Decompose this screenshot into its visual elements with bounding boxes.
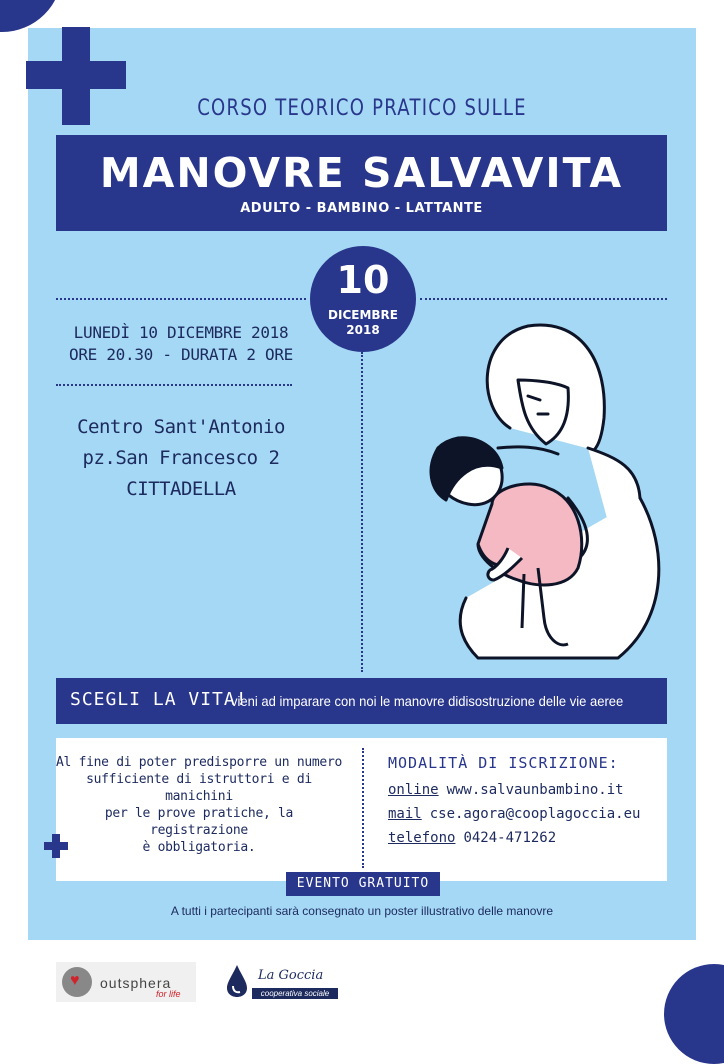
poster-note: A tutti i partecipanti sarà consegnato un poster illustrativo delle manovre — [170, 904, 554, 918]
outsphera-logo — [56, 962, 196, 1002]
note-line: per le prove pratiche, la registrazione — [104, 806, 294, 838]
slogan-text: vieni ad imparare con noi le manovre didisostruzione delle vie aeree — [231, 693, 624, 709]
free-event-badge: EVENTO GRATUITO — [286, 872, 440, 896]
signup-mail-row — [388, 806, 640, 822]
audience-line: ADULTO - BAMBINO - LATTANTE — [240, 201, 483, 216]
schedule-date: LUNEDÌ 10 DICEMBRE 2018 — [73, 323, 289, 342]
plus-icon — [44, 834, 68, 858]
title-band — [56, 135, 667, 231]
phone-label: telefono — [388, 830, 456, 846]
course-title: MANOVRE SALVAVITA — [99, 149, 624, 197]
corner-decoration-bottom-right — [664, 964, 724, 1064]
registration-note — [56, 754, 342, 856]
schedule-time: ORE 20.30 - DURATA 2 ORE — [69, 345, 293, 364]
lagoccia-tag: cooperativa sociale — [252, 988, 338, 999]
signup-title: MODALITÀ DI ISCRIZIONE: — [388, 754, 619, 772]
rescue-illustration — [418, 318, 668, 666]
location-address: pz.San Francesco 2 — [82, 447, 280, 469]
date-year: 2018 — [346, 323, 380, 337]
phone-number[interactable]: 0424-471262 — [463, 830, 557, 846]
signup-phone-row — [388, 830, 640, 846]
date-badge — [310, 246, 416, 352]
info-panel — [56, 738, 667, 881]
divider-dots-vertical — [361, 352, 363, 672]
water-drop-icon — [226, 964, 248, 998]
location — [56, 412, 306, 505]
slogan-headline: SCEGLI LA VITA! — [70, 689, 248, 710]
location-venue: Centro Sant'Antonio — [77, 416, 285, 438]
divider-dots-left — [56, 298, 306, 300]
signup-online-row — [388, 782, 640, 798]
mail-label: mail — [388, 806, 422, 822]
date-month: DICEMBRE — [328, 308, 398, 322]
online-link[interactable]: www.salvaunbambino.it — [446, 782, 624, 798]
lagoccia-logo — [226, 962, 338, 1002]
online-label: online — [388, 782, 439, 798]
heart-icon: ♥ — [70, 972, 80, 989]
outsphera-name: outsphera — [100, 975, 172, 991]
mail-link[interactable]: cse.agora@cooplagoccia.eu — [429, 806, 641, 822]
location-city: CITTADELLA — [126, 478, 236, 500]
note-line: sufficiente di istruttori e di manichini — [86, 772, 312, 804]
course-subtitle: CORSO TEORICO PRATICO SULLE — [197, 96, 527, 121]
signup-section — [388, 754, 640, 854]
note-line: Al fine di poter predisporre un numero — [56, 755, 343, 770]
divider-dots-right — [420, 298, 667, 300]
note-line: è obbligatoria. — [142, 840, 256, 855]
divider-dots-mid — [56, 384, 292, 386]
schedule — [56, 322, 306, 366]
info-divider — [362, 748, 364, 868]
outsphera-tag: for life — [156, 989, 181, 999]
lagoccia-name: La Goccia — [258, 968, 324, 983]
date-day: 10 — [336, 258, 390, 302]
slogan-band — [56, 678, 667, 724]
